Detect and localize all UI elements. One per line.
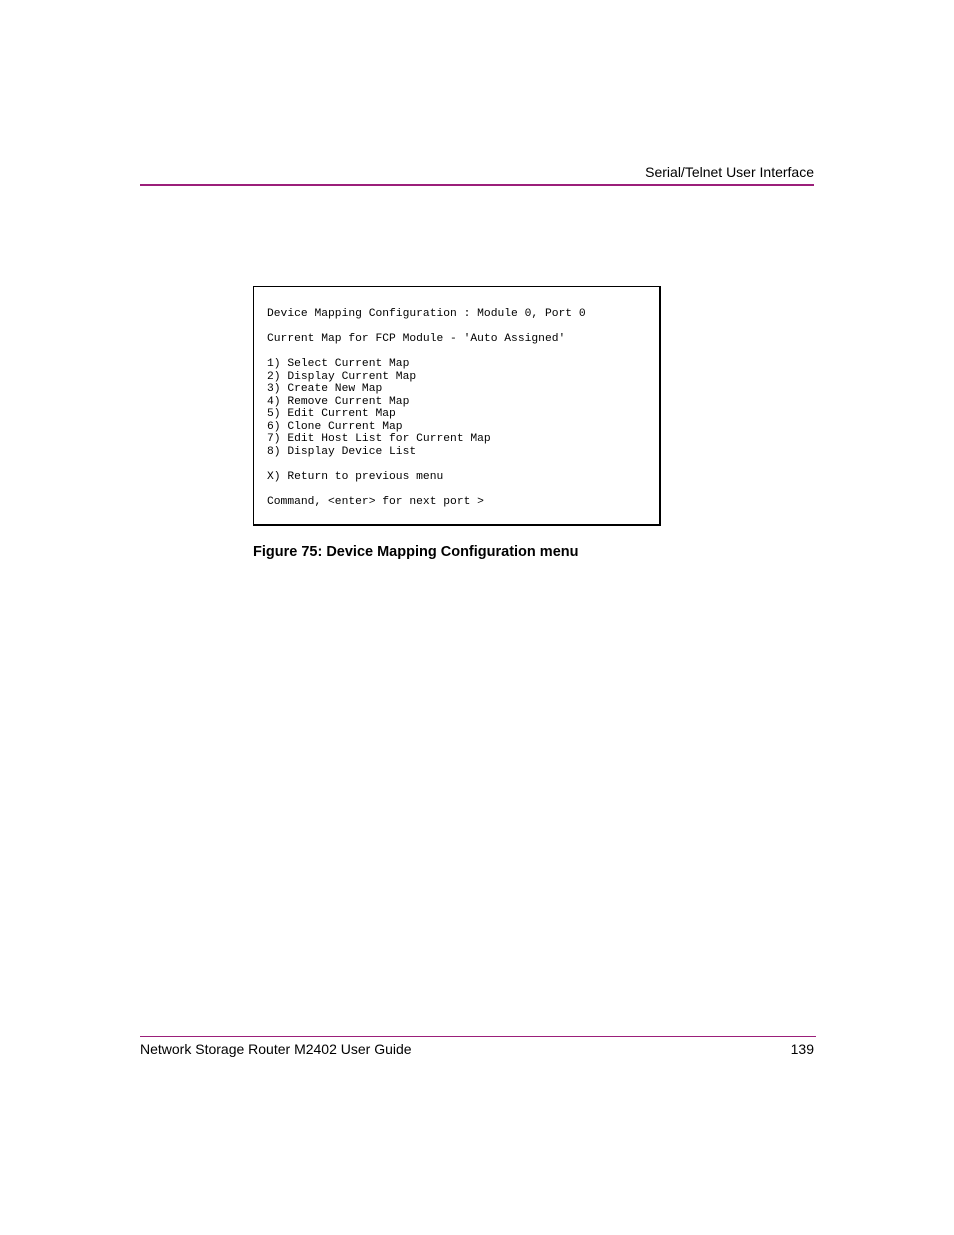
menu-item-select-current-map: 1) Select Current Map — [267, 358, 410, 370]
menu-item-clone-current-map: 6) Clone Current Map — [267, 420, 403, 433]
terminal-screen-figure — [253, 286, 661, 526]
figure-caption: Figure 75: Device Mapping Configuration menu — [253, 544, 579, 560]
menu-item-remove-current-map: 4) Remove Current Map — [267, 395, 410, 408]
terminal-line: Device Mapping Configuration : Module 0, Port 0 — [267, 308, 586, 320]
header-rule — [140, 184, 814, 186]
running-header: Serial/Telnet User Interface — [645, 164, 814, 180]
menu-item-edit-host-list: 7) Edit Host List for Current Map — [267, 433, 491, 445]
menu-item-display-current-map: 2) Display Current Map — [267, 370, 417, 383]
menu-item-edit-current-map: 5) Edit Current Map — [267, 408, 396, 420]
menu-item-create-new-map: 3) Create New Map — [267, 383, 383, 395]
menu-item-return: X) Return to previous menu — [267, 470, 444, 483]
footer-rule — [140, 1036, 816, 1037]
terminal-line: Current Map for FCP Module - 'Auto Assigned' — [267, 333, 566, 345]
command-prompt: Command, <enter> for next port > — [267, 495, 484, 508]
terminal-text — [267, 308, 586, 508]
menu-item-display-device-list: 8) Display Device List — [267, 445, 417, 458]
footer-title: Network Storage Router M2402 User Guide — [140, 1041, 412, 1057]
page-number: 139 — [790, 1041, 814, 1057]
